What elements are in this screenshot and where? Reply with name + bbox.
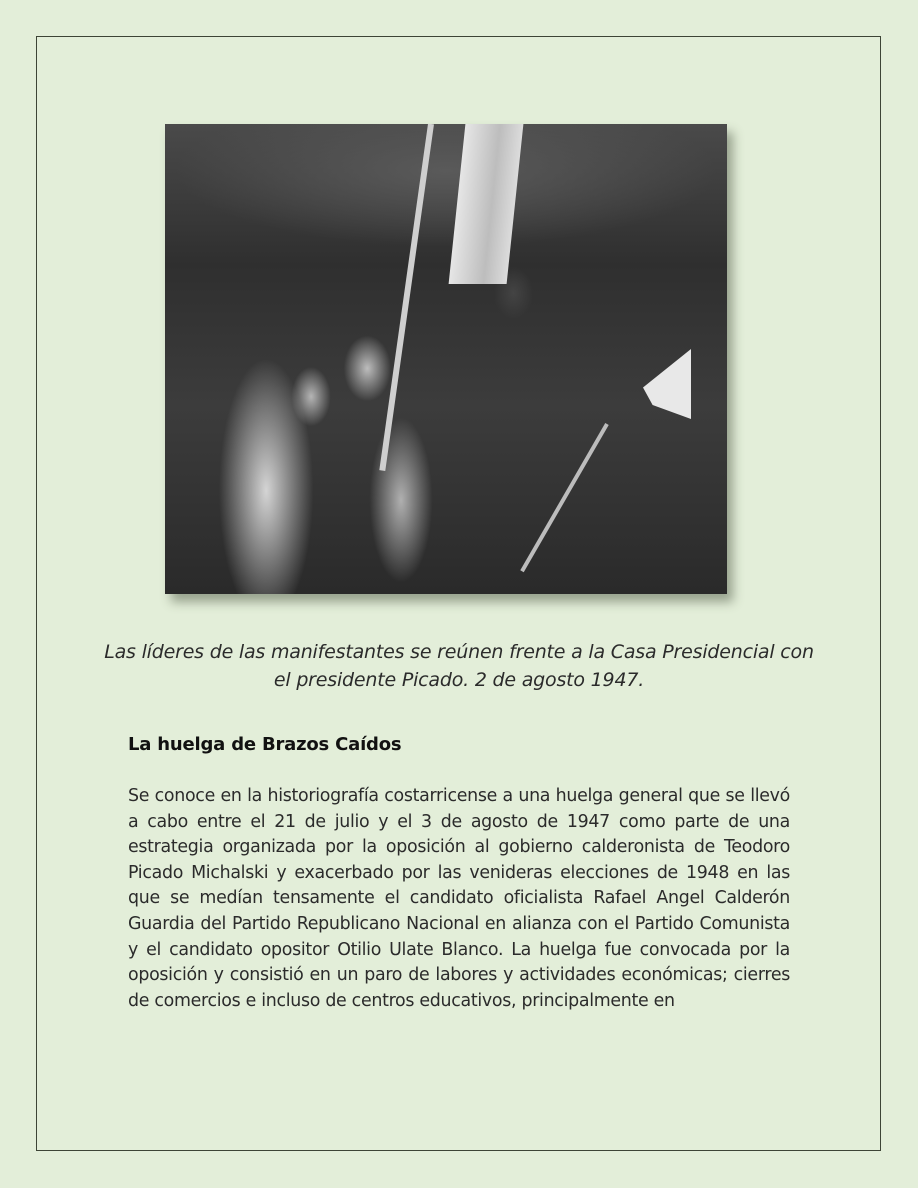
body-paragraph: Se conoce en la historiografía costarricense a una huelga general que se llevó a cabo entre el 21 de julio y el 3 de agosto de 1947 como parte de una estrategia organizada por la oposición al gobierno calderonista de Teodoro Picado Michalski y exacerbado por las venideras elecciones de 1948 en las que se medían tensamente el candidato oficialista Rafael Angel Calderón Guardia del Partido Republicano Nacional en alianza con el Partido Comunista y el candidato opositor Otilio Ulate Blanco. La huelga fue convocada por la oposición y consistió en un paro de labores y actividades económicas; cierres de comercios e incluso de centros educativos, principalmente en	[128, 786, 790, 1011]
historical-photo	[165, 124, 727, 594]
flag-pole	[379, 124, 434, 471]
photo-caption: Las líderes de las manifestantes se reúnen frente a la Casa Presidencial con el presidente Picado. 2 de agosto 1947.	[104, 641, 814, 691]
small-flag-pole	[520, 423, 608, 572]
small-white-flag	[643, 349, 691, 419]
flag	[449, 124, 524, 284]
section-heading: La huelga de Brazos Caídos	[128, 734, 402, 755]
